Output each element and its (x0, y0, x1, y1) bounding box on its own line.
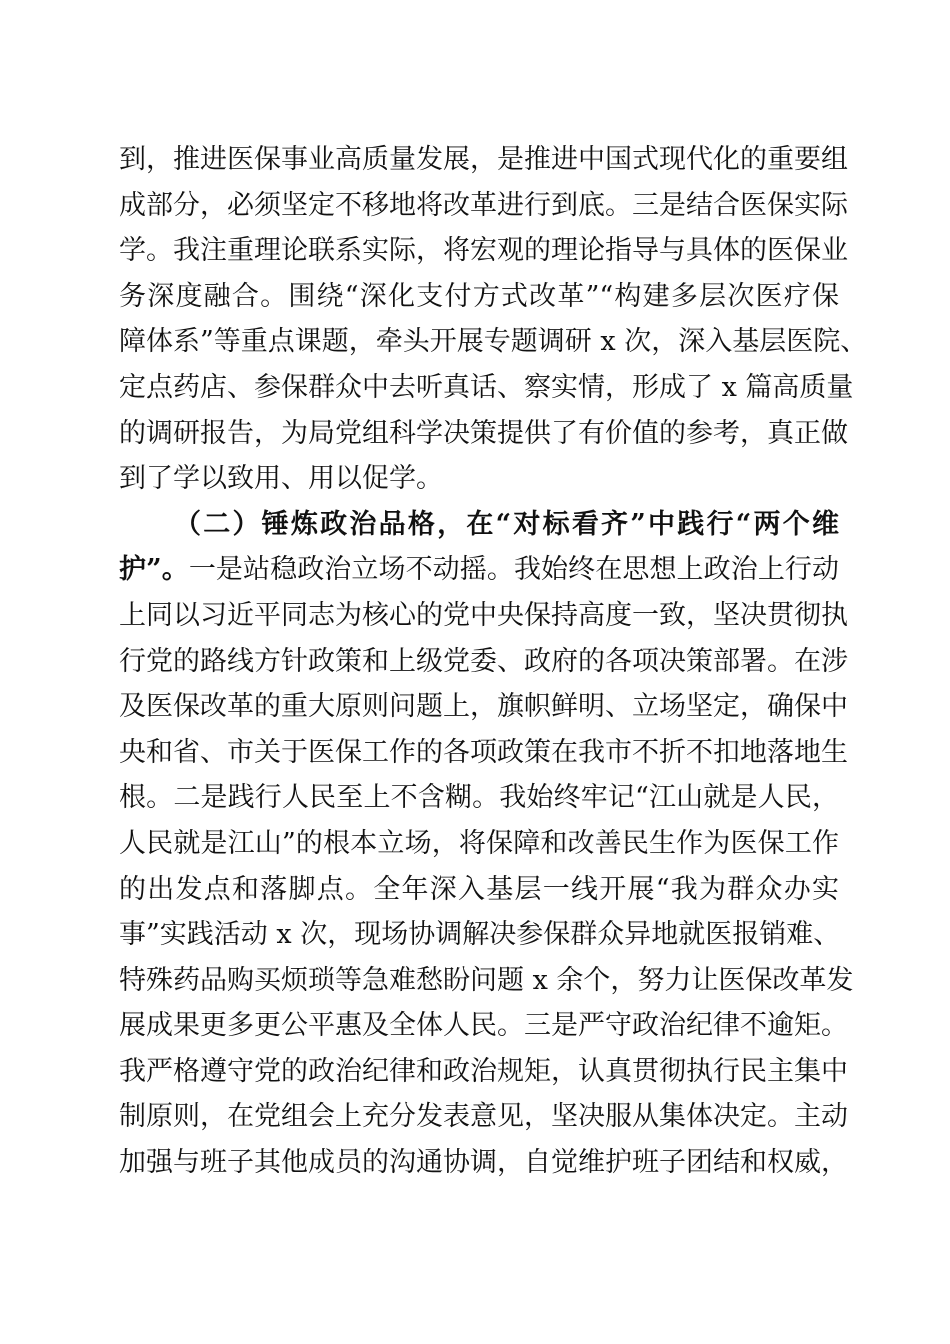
text-line: 的出发点和落脚点。全年深入基层一线开展“我为群众办实 (119, 873, 839, 905)
text-line: 央和省、市关于医保工作的各项政策在我市不折不扣地落地生 (119, 736, 848, 768)
text-line: 上同以习近平同志为核心的党中央保持高度一致，坚决贯彻执 (119, 599, 848, 631)
section-heading-tail: 护”。 (119, 554, 189, 586)
text-line: 成部分，必须坚定不移地将改革进行到底。三是结合医保实际 (119, 189, 848, 221)
text-line: 特殊药品购买烦琐等急难愁盼问题 x 余个，努力让医保改革发 (119, 964, 854, 996)
paragraph-political-character (119, 502, 854, 1186)
body-text (119, 137, 868, 1186)
paragraph-study-application (119, 137, 868, 502)
text-line: 障体系”等重点课题，牵头开展专题调研 x 次，深入基层医院、 (119, 326, 868, 358)
text-line: 定点药店、参保群众中去听真话、察实情，形成了 x 篇高质量 (119, 371, 854, 403)
text-line (119, 547, 839, 593)
section-heading: （二）锤炼政治品格，在“对标看齐”中践行“两个维 (174, 508, 839, 540)
text-line: 我严格遵守党的政治纪律和政治规矩，认真贯彻执行民主集中 (119, 1055, 848, 1087)
text-line: 学。我注重理论联系实际，将宏观的理论指导与具体的医保业 (119, 235, 848, 267)
text-line: 的调研报告，为局党组科学决策提供了有价值的参考，真正做 (119, 417, 848, 449)
text-line: 到，推进医保事业高质量发展，是推进中国式现代化的重要组 (119, 144, 848, 175)
text-line: 展成果更多更公平惠及全体人民。三是严守政治纪律不逾矩。 (119, 1010, 848, 1042)
text-fragment: 一是站稳政治立场不动摇。我始终在思想上政治上行动 (188, 554, 840, 586)
text-line: 及医保改革的重大原则问题上，旗帜鲜明、立场坚定，确保中 (119, 691, 848, 723)
text-line: 事”实践活动 x 次，现场协调解决参保群众异地就医报销难、 (119, 919, 841, 951)
text-line: 人民就是江山”的根本立场，将保障和改善民生作为医保工作 (119, 827, 839, 859)
text-line: 根。二是践行人民至上不含糊。我始终牢记“江山就是人民， (119, 782, 839, 814)
text-line: 制原则，在党组会上充分发表意见，坚决服从集体决定。主动 (119, 1101, 848, 1133)
text-line: 加强与班子其他成员的沟通协调，自觉维护班子团结和权威， (119, 1147, 848, 1179)
text-line: 务深度融合。围绕“深化支付方式改革”“构建多层次医疗保 (119, 280, 839, 312)
text-line: 到了学以致用、用以促学。 (119, 463, 443, 495)
text-line: 行党的路线方针政策和上级党委、政府的各项决策部署。在涉 (119, 645, 848, 677)
